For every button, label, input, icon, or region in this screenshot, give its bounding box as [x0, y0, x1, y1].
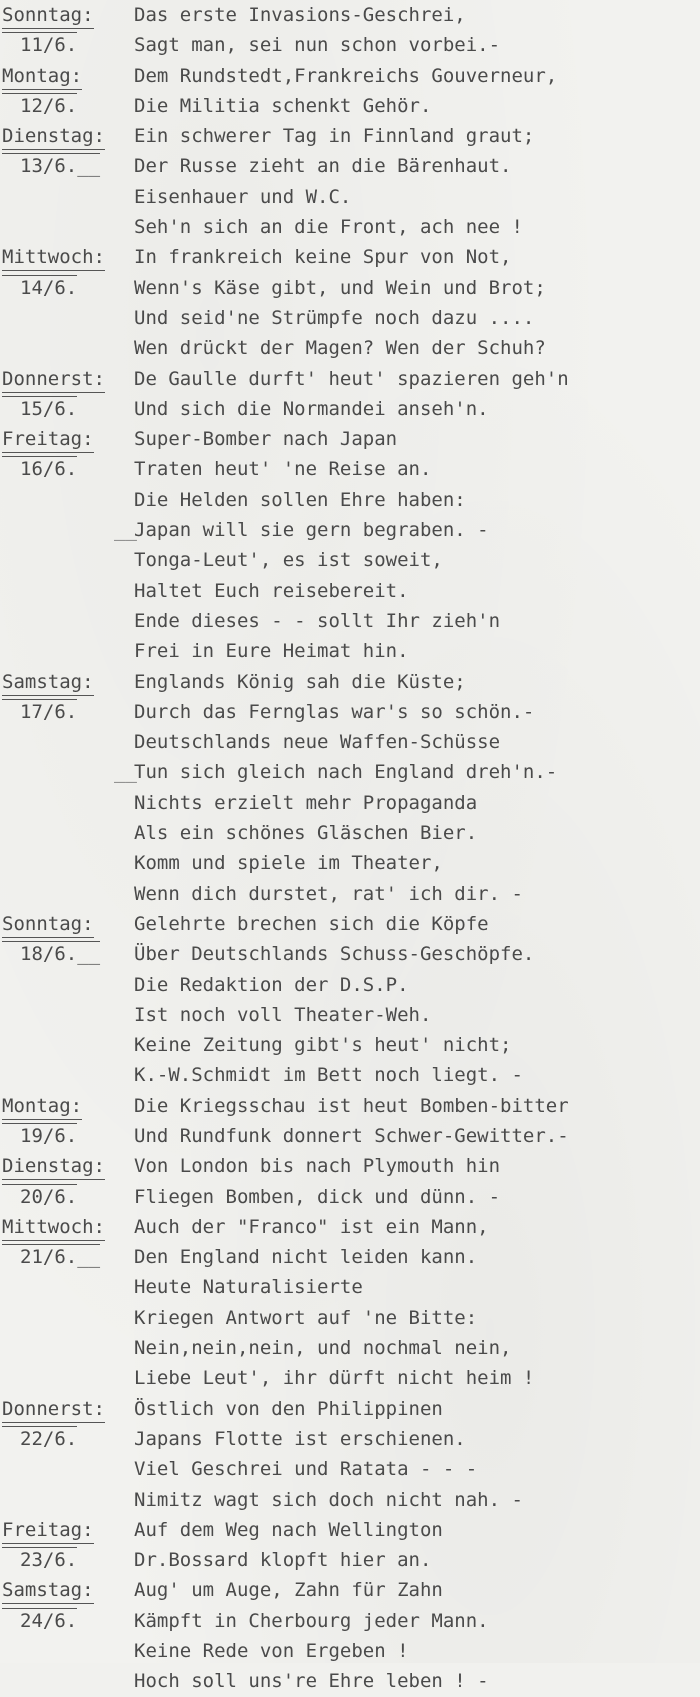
verse-line — [2, 606, 698, 636]
verse-text: Von London bis nach Plymouth hin — [134, 1155, 501, 1178]
verse-text: In frankreich keine Spur von Not, — [134, 246, 512, 269]
day-column — [2, 1182, 134, 1212]
verse-text: Liebe Leut', ihr dürft nicht heim ! — [134, 1367, 535, 1390]
verse-text: Nein,nein,nein, und nochmal nein, — [134, 1337, 512, 1360]
verse-text: Fliegen Bomben, dick und dünn. - — [134, 1185, 501, 1208]
day-column — [2, 606, 134, 636]
verse-line — [2, 1272, 698, 1302]
verse-text: De Gaulle durft' heut' spazieren geh'n — [134, 367, 569, 390]
day-column — [2, 30, 134, 60]
day-column — [2, 757, 137, 787]
verse-text: Eisenhauer und W.C. — [134, 185, 352, 208]
verse-line — [2, 576, 698, 606]
verse-text: Seh'n sich an die Front, ach nee ! — [134, 216, 523, 239]
verse-text: Japan will sie gern begraben. - — [134, 519, 489, 542]
verse-text: Super-Bomber nach Japan — [134, 428, 398, 451]
verse-line — [2, 91, 698, 121]
weekday-label: Mittwoch: — [2, 1215, 105, 1241]
verse-line — [2, 788, 698, 818]
verse-text: Die Helden sollen Ehre haben: — [134, 488, 466, 511]
day-column — [2, 1333, 134, 1363]
verse-text: Östlich von den Philippinen — [134, 1397, 443, 1420]
verse-line — [2, 818, 698, 848]
verse-line — [2, 30, 698, 60]
weekday-label: Dienstag: — [2, 124, 105, 150]
day-column — [2, 1030, 134, 1060]
weekday-label: Samstag: — [2, 1578, 94, 1604]
weekday-label: Sonntag: — [2, 3, 94, 29]
verse-line — [2, 212, 698, 242]
verse-text: Und Rundfunk donnert Schwer-Gewitter.- — [134, 1124, 569, 1147]
day-column — [2, 667, 134, 697]
verse-text: Sagt man, sei nun schon vorbei.- — [134, 34, 501, 57]
verse-line — [2, 545, 698, 575]
verse-text: Das erste Invasions-Geschrei, — [134, 4, 466, 26]
verse-text: Hoch soll uns're Ehre leben ! - — [134, 1670, 489, 1693]
date-label: 14/6. — [2, 275, 77, 300]
day-column — [2, 818, 134, 848]
day-column — [2, 364, 134, 394]
weekday-label: Dienstag: — [2, 1154, 105, 1180]
verse-text: Dem Rundstedt,Frankreichs Gouverneur, — [134, 64, 558, 87]
day-column — [2, 576, 134, 606]
verse-line — [2, 939, 698, 969]
day-column — [2, 91, 134, 121]
day-column — [2, 1545, 134, 1575]
underscore-mark: __ — [114, 519, 137, 542]
verse-text: Haltet Euch reisebereit. — [134, 579, 409, 602]
verse-line — [2, 61, 698, 91]
weekday-label: Donnerst: — [2, 1397, 105, 1423]
date-label: 21/6.__ — [2, 1244, 100, 1269]
verse-text: Nichts erzielt mehr Propaganda — [134, 791, 478, 814]
verse-line — [2, 1060, 698, 1090]
typewritten-page — [2, 0, 698, 1697]
verse-line — [2, 1636, 698, 1666]
day-column — [2, 1515, 134, 1545]
day-column — [2, 939, 134, 969]
verse-text: Gelehrte brechen sich die Köpfe — [134, 912, 489, 935]
verse-line — [2, 242, 698, 272]
verse-line — [2, 1394, 698, 1424]
weekday-label: Donnerst: — [2, 367, 105, 393]
verse-line — [2, 1303, 698, 1333]
verse-text: Die Kriegsschau ist heut Bomben-bitter — [134, 1094, 569, 1117]
weekday-label: Samstag: — [2, 670, 94, 696]
verse-line — [2, 848, 698, 878]
verse-line — [2, 1606, 698, 1636]
day-column — [2, 333, 134, 363]
day-column — [2, 1242, 134, 1272]
verse-line — [2, 970, 698, 1000]
verse-line — [2, 1000, 698, 1030]
verse-line — [2, 485, 698, 515]
verse-text: Kämpft in Cherbourg jeder Mann. — [134, 1609, 489, 1632]
underscore-mark: __ — [114, 761, 137, 784]
verse-line — [2, 515, 698, 545]
date-label: 19/6. — [2, 1123, 77, 1148]
day-column — [2, 1121, 134, 1151]
date-label: 15/6. — [2, 396, 77, 421]
verse-line — [2, 757, 698, 787]
verse-line — [2, 879, 698, 909]
verse-line — [2, 1121, 698, 1151]
day-column — [2, 61, 134, 91]
verse-line — [2, 1333, 698, 1363]
date-label: 23/6. — [2, 1547, 77, 1572]
verse-text: Kriegen Antwort auf 'ne Bitte: — [134, 1306, 478, 1329]
date-label: 20/6. — [2, 1184, 77, 1209]
verse-line — [2, 303, 698, 333]
day-column — [2, 1454, 134, 1484]
day-column — [2, 0, 134, 30]
verse-text: Deutschlands neue Waffen-Schüsse — [134, 731, 501, 754]
day-column — [2, 394, 134, 424]
verse-text: Viel Geschrei und Ratata - - - — [134, 1458, 478, 1481]
verse-text: Auf dem Weg nach Wellington — [134, 1518, 443, 1541]
verse-text: Heute Naturalisierte — [134, 1276, 363, 1299]
day-column — [2, 1151, 134, 1181]
date-label: 17/6. — [2, 699, 77, 724]
verse-line — [2, 454, 698, 484]
day-column — [2, 1272, 134, 1302]
verse-text: Tun sich gleich nach England dreh'n.- — [134, 761, 558, 784]
verse-text: Ein schwerer Tag in Finnland graut; — [134, 125, 535, 148]
day-column — [2, 545, 134, 575]
day-column — [2, 454, 134, 484]
verse-text: Englands König sah die Küste; — [134, 670, 466, 693]
weekday-label: Montag: — [2, 64, 82, 90]
day-column — [2, 485, 134, 515]
verse-line — [2, 1182, 698, 1212]
verse-line — [2, 1030, 698, 1060]
weekday-label: Freitag: — [2, 427, 94, 453]
verse-line — [2, 1485, 698, 1515]
day-column — [2, 1212, 134, 1242]
day-column — [2, 424, 134, 454]
verse-line — [2, 1363, 698, 1393]
day-column — [2, 636, 134, 666]
day-column — [2, 788, 134, 818]
day-column — [2, 909, 134, 939]
verse-line — [2, 1151, 698, 1181]
day-column — [2, 1394, 134, 1424]
day-column — [2, 727, 134, 757]
day-column — [2, 1575, 134, 1605]
verse-text: Wenn dich durstet, rat' ich dir. - — [134, 882, 523, 905]
verse-text: Die Redaktion der D.S.P. — [134, 973, 409, 996]
verse-line — [2, 151, 698, 181]
verse-text: Tonga-Leut', es ist soweit, — [134, 549, 443, 572]
day-column — [2, 273, 134, 303]
day-column — [2, 1485, 134, 1515]
verse-text: Japans Flotte ist erschienen. — [134, 1427, 466, 1450]
verse-line — [2, 273, 698, 303]
verse-line — [2, 0, 698, 30]
day-column — [2, 242, 134, 272]
day-column — [2, 1000, 134, 1030]
date-label: 16/6. — [2, 456, 77, 481]
day-column — [2, 1666, 134, 1696]
verse-text: Auch der "Franco" ist ein Mann, — [134, 1215, 489, 1238]
verse-line — [2, 1515, 698, 1545]
date-label: 13/6.__ — [2, 153, 100, 178]
verse-text: Keine Zeitung gibt's heut' nicht; — [134, 1034, 512, 1057]
verse-text: Und seid'ne Strümpfe noch dazu .... — [134, 306, 535, 329]
day-column — [2, 970, 134, 1000]
verse-text: Durch das Fernglas war's so schön.- — [134, 700, 535, 723]
day-column — [2, 1636, 134, 1666]
verse-text: Frei in Eure Heimat hin. — [134, 640, 409, 663]
verse-line — [2, 909, 698, 939]
weekday-label: Mittwoch: — [2, 245, 105, 271]
day-column — [2, 1606, 134, 1636]
verse-text: Die Militia schenkt Gehör. — [134, 94, 432, 117]
day-column — [2, 515, 137, 545]
verse-text: K.-W.Schmidt im Bett noch liegt. - — [134, 1064, 523, 1087]
verse-line — [2, 727, 698, 757]
verse-line — [2, 636, 698, 666]
verse-text: Nimitz wagt sich doch nicht nah. - — [134, 1488, 523, 1511]
verse-text: Über Deutschlands Schuss-Geschöpfe. — [134, 943, 535, 966]
verse-text: Dr.Bossard klopft hier an. — [134, 1549, 432, 1572]
verse-line — [2, 1242, 698, 1272]
verse-text: Und sich die Normandei anseh'n. — [134, 397, 489, 420]
verse-text: Der Russe zieht an die Bärenhaut. — [134, 155, 512, 178]
date-label: 22/6. — [2, 1426, 77, 1451]
date-label: 18/6.__ — [2, 941, 100, 966]
verse-line — [2, 364, 698, 394]
date-label: 12/6. — [2, 93, 77, 118]
verse-text: Traten heut' 'ne Reise an. — [134, 458, 432, 481]
day-column — [2, 848, 134, 878]
verse-text: Ist noch voll Theater-Weh. — [134, 1003, 432, 1026]
weekday-label: Sonntag: — [2, 912, 94, 938]
verse-line — [2, 1424, 698, 1454]
day-column — [2, 121, 134, 151]
day-column — [2, 1091, 134, 1121]
verse-line — [2, 667, 698, 697]
verse-text: Komm und spiele im Theater, — [134, 852, 443, 875]
verse-text: Den England nicht leiden kann. — [134, 1246, 478, 1269]
weekday-label: Montag: — [2, 1094, 82, 1120]
day-column — [2, 879, 134, 909]
day-column — [2, 151, 134, 181]
date-label: 24/6. — [2, 1608, 77, 1633]
verse-text: Ende dieses - - sollt Ihr zieh'n — [134, 609, 501, 632]
day-column — [2, 303, 134, 333]
verse-line — [2, 121, 698, 151]
verse-line — [2, 424, 698, 454]
verse-line — [2, 1545, 698, 1575]
day-column — [2, 212, 134, 242]
verse-text: Wenn's Käse gibt, und Wein und Brot; — [134, 276, 546, 299]
day-column — [2, 1363, 134, 1393]
day-column — [2, 1060, 134, 1090]
date-label: 11/6. — [2, 32, 77, 57]
verse-text: Keine Rede von Ergeben ! — [134, 1640, 409, 1663]
verse-text: Aug' um Auge, Zahn für Zahn — [134, 1579, 443, 1602]
verse-text: Als ein schönes Gläschen Bier. — [134, 822, 478, 845]
verse-line — [2, 333, 698, 363]
day-column — [2, 182, 134, 212]
weekday-label: Freitag: — [2, 1518, 94, 1544]
verse-line — [2, 697, 698, 727]
verse-line — [2, 1666, 698, 1696]
verse-line — [2, 1575, 698, 1605]
day-column — [2, 1303, 134, 1333]
verse-line — [2, 1454, 698, 1484]
verse-line — [2, 1091, 698, 1121]
verse-line — [2, 1212, 698, 1242]
verse-line — [2, 394, 698, 424]
day-column — [2, 1424, 134, 1454]
verse-text: Wen drückt der Magen? Wen der Schuh? — [134, 337, 546, 360]
day-column — [2, 697, 134, 727]
verse-line — [2, 182, 698, 212]
